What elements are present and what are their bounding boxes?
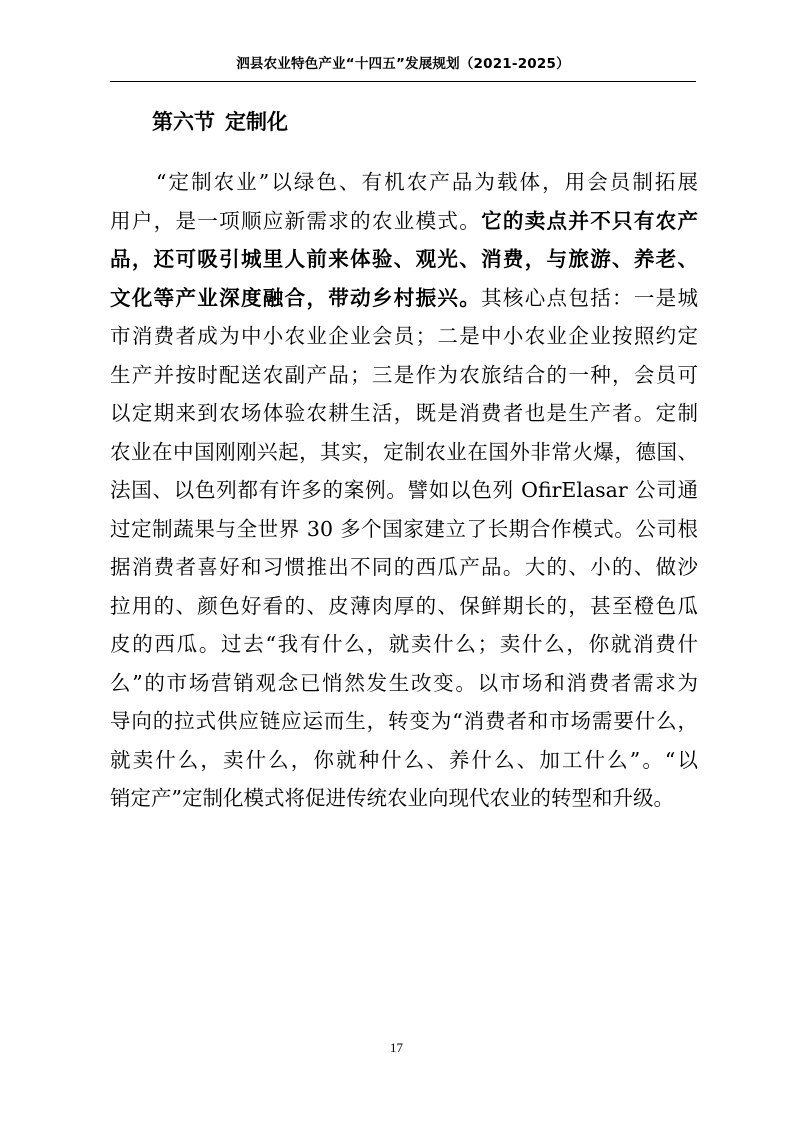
paragraph-line: 生产并按时配送农副产品；三是作为农旅结合的一种，会员可 <box>110 362 698 387</box>
section-number: 第六节 <box>152 110 215 134</box>
paragraph-line: 过定制蔬果与全世界 30 多个国家建立了长期合作模式。公司根 <box>110 516 698 541</box>
emphasized-text: 它的卖点并不只有农产 <box>481 208 699 233</box>
paragraph-text: 用户，是一项顺应新需求的农业模式。 <box>110 208 482 233</box>
paragraph-line: 皮的西瓜。过去“我有什么，就卖什么；卖什么，你就消费什 <box>110 632 698 656</box>
paragraph-line: 市消费者成为中小农业企业会员；二是中小农业企业按照约定 <box>110 324 698 348</box>
paragraph-line: 么”的市场营销观念已悄然发生改变。以市场和消费者需求为 <box>110 670 698 695</box>
section-title: 定制化 <box>225 110 288 134</box>
paragraph-line: 销定产”定制化模式将促进传统农业向现代农业的转型和升级。 <box>110 786 674 810</box>
emphasized-line: 品，还可吸引城里人前来体验、观光、消费，与旅游、养老、 <box>110 247 698 271</box>
header-rule <box>110 81 696 82</box>
paragraph-line: 法国、以色列都有许多的案例。譬如以色列 OfirElasar 公司通 <box>110 478 698 502</box>
paragraph-line: 以定期来到农场体验农耕生活，既是消费者也是生产者。定制 <box>110 401 698 425</box>
running-header: 泗县农业特色产业“十四五”发展规划（2021-2025） <box>236 56 570 72</box>
paragraph-line: “定制农业”以绿色、有机农产品为载体，用会员制拓展 <box>156 170 698 194</box>
page-number: 17 <box>390 1040 403 1055</box>
body-paragraph <box>110 163 698 818</box>
paragraph-line <box>110 202 698 241</box>
section-heading <box>152 108 288 136</box>
paragraph-line: 导向的拉式供应链应运而生，转变为“消费者和市场需要什么， <box>110 709 698 733</box>
paragraph-line: 据消费者喜好和习惯推出不同的西瓜产品。大的、小的、做沙 <box>110 555 698 579</box>
paragraph-text: 其核心点包括：一是城 <box>481 285 699 310</box>
paragraph-line: 农业在中国刚刚兴起，其实，定制农业在国外非常火爆，德国、 <box>110 439 698 464</box>
paragraph-line <box>110 279 698 318</box>
paragraph-line: 就卖什么，卖什么，你就种什么、养什么、加工什么”。“以 <box>110 747 698 772</box>
paragraph-line: 拉用的、颜色好看的、皮薄肉厚的、保鲜期长的，甚至橙色瓜 <box>110 593 698 618</box>
emphasized-text: 文化等产业深度融合，带动乡村振兴。 <box>110 285 482 310</box>
